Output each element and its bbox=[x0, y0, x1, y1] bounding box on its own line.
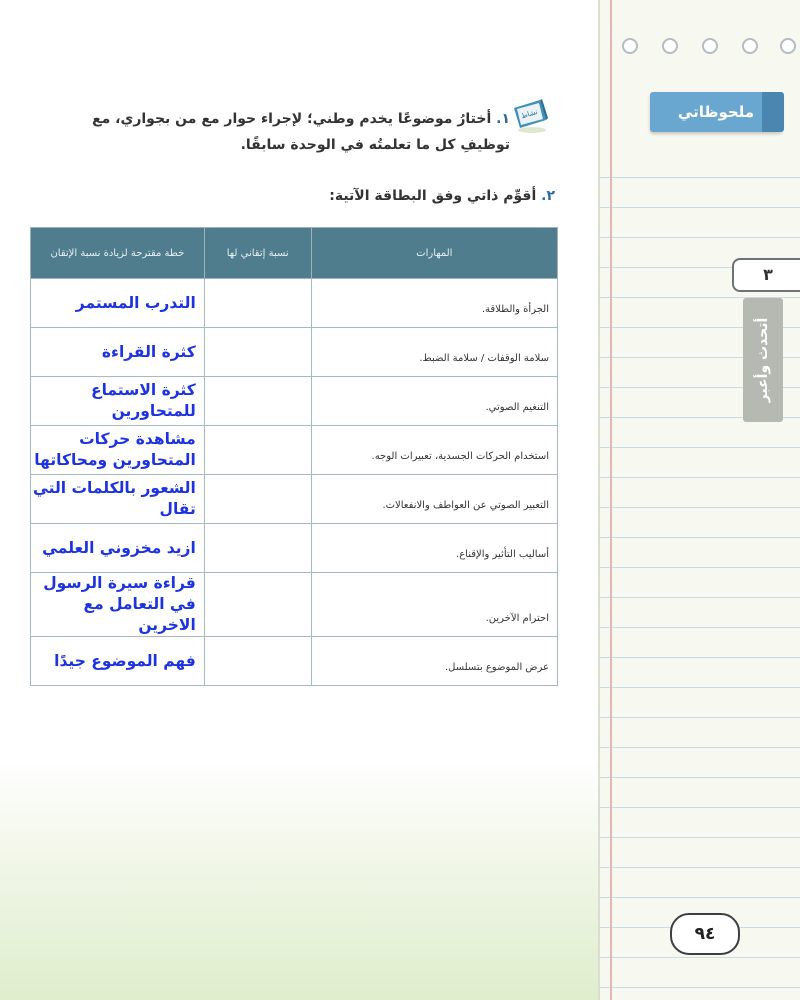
question-2-number: ٢. bbox=[541, 188, 555, 204]
mastery-cell[interactable] bbox=[204, 377, 311, 426]
activity-icon-label: نشاط bbox=[520, 107, 539, 121]
binder-hole bbox=[622, 38, 638, 54]
table-row bbox=[31, 426, 558, 475]
question-2-text: أقوِّم ذاتي وفق البطاقة الآتية: bbox=[329, 188, 537, 204]
plan-cell[interactable]: كثرة الاستماع للمتحاورين bbox=[31, 377, 205, 426]
mastery-cell[interactable] bbox=[204, 279, 311, 328]
activity-book-icon bbox=[510, 96, 550, 136]
header-mastery-percent: نسبة إتقاني لها bbox=[204, 228, 311, 279]
notes-title-accent bbox=[762, 92, 784, 132]
mastery-cell[interactable] bbox=[204, 573, 311, 637]
notes-panel bbox=[598, 0, 800, 1000]
unit-name: أتحدث وأعبر bbox=[755, 317, 771, 403]
plan-cell[interactable]: ازيد مخزوني العلمي bbox=[31, 524, 205, 573]
table-row bbox=[31, 573, 558, 637]
binder-hole bbox=[662, 38, 678, 54]
plan-cell[interactable]: مشاهدة حركات المتحاورين ومحاكاتها bbox=[31, 426, 205, 475]
header-skills: المهارات bbox=[311, 228, 557, 279]
mastery-cell[interactable] bbox=[204, 426, 311, 475]
mastery-cell[interactable] bbox=[204, 524, 311, 573]
table-row bbox=[31, 377, 558, 426]
table-row bbox=[31, 637, 558, 686]
skill-cell: استخدام الحركات الجسدية، تعبيرات الوجه. bbox=[311, 426, 557, 475]
plan-cell[interactable]: التدرب المستمر bbox=[31, 279, 205, 328]
skill-cell: سلامة الوقفات / سلامة الضبط. bbox=[311, 328, 557, 377]
binder-hole bbox=[780, 38, 796, 54]
table-row bbox=[31, 279, 558, 328]
table-row bbox=[31, 524, 558, 573]
table-row bbox=[31, 328, 558, 377]
question-1-number: ١. bbox=[496, 111, 510, 127]
notes-margin-line bbox=[610, 0, 612, 1000]
mastery-cell[interactable] bbox=[204, 637, 311, 686]
mastery-cell[interactable] bbox=[204, 328, 311, 377]
page-number: ٩٤ bbox=[670, 913, 740, 955]
skill-cell: التنغيم الصوتي. bbox=[311, 377, 557, 426]
skill-cell: عرض الموضوع بتسلسل. bbox=[311, 637, 557, 686]
table-row bbox=[31, 475, 558, 524]
plan-cell[interactable]: كثرة القراءة bbox=[31, 328, 205, 377]
skill-cell: الجرأة والطلاقة. bbox=[311, 279, 557, 328]
header-improvement-plan: خطة مقترحة لزيادة نسبة الإتقان bbox=[31, 228, 205, 279]
unit-name-tab bbox=[743, 298, 783, 422]
question-1-text: أختارُ موضوعًا يخدم وطني؛ لإجراء حوار مع من بجواري، مع توظيفِ كل ما تعلمتُه في الوحدة سابقًا. bbox=[92, 111, 510, 153]
question-2 bbox=[220, 188, 555, 204]
mastery-cell[interactable] bbox=[204, 475, 311, 524]
binder-hole bbox=[742, 38, 758, 54]
plan-cell[interactable]: فهم الموضوع جيدًا bbox=[31, 637, 205, 686]
skill-cell: أساليب التأثير والإقناع. bbox=[311, 524, 557, 573]
binder-hole bbox=[702, 38, 718, 54]
skill-cell: احترام الآخرين. bbox=[311, 573, 557, 637]
notes-title: ملحوظاتي bbox=[650, 92, 782, 132]
plan-cell[interactable]: الشعور بالكلمات التي تقال bbox=[31, 475, 205, 524]
self-assessment-table bbox=[30, 227, 558, 686]
plan-cell[interactable]: قراءة سيرة الرسول في التعامل مع الاخرين bbox=[31, 573, 205, 637]
unit-number-tab: ٣ bbox=[732, 258, 800, 292]
table-header-row bbox=[31, 228, 558, 279]
skill-cell: التعبير الصوتي عن العواطف والانفعالات. bbox=[311, 475, 557, 524]
question-1 bbox=[85, 106, 510, 158]
